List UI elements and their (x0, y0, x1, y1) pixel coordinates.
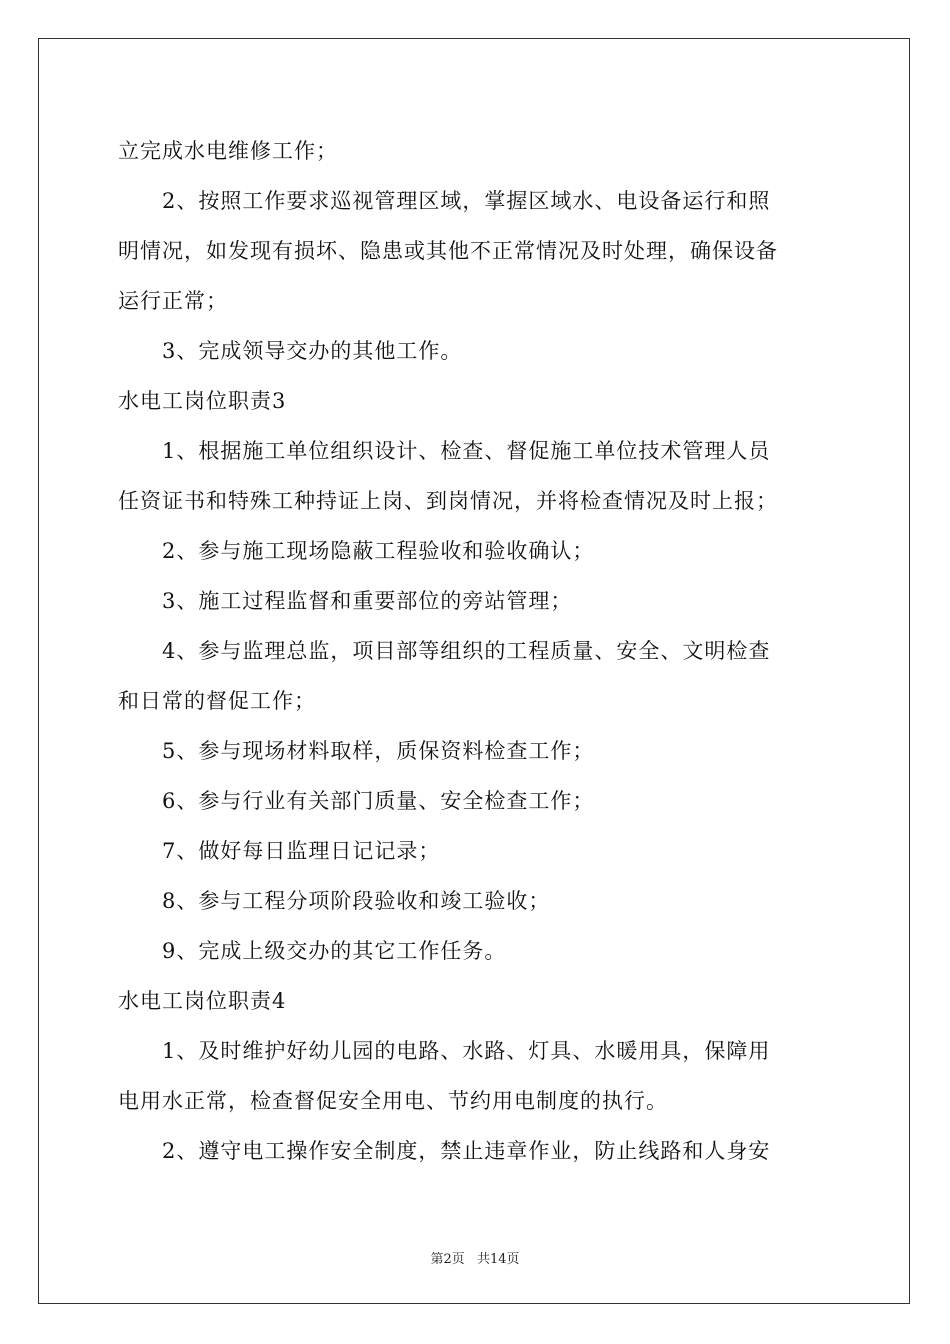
text-line: 8、参与工程分项阶段验收和竣工验收； (162, 889, 551, 913)
text-line: 6、参与行业有关部门质量、安全检查工作； (162, 789, 595, 813)
page-number: 第2页 (430, 1252, 465, 1267)
text-line: 4、参与监理总监，项目部等组织的工程质量、安全、文明检查 (162, 639, 771, 663)
text-line: 1、根据施工单位组织设计、检查、督促施工单位技术管理人员 (162, 439, 771, 463)
text-line: 1、及时维护好幼儿园的电路、水路、灯具、水暖用具，保障用 (162, 1039, 771, 1063)
page-footer (0, 1248, 950, 1267)
text-line: 电用水正常，检查督促安全用电、节约用电制度的执行。 (118, 1089, 668, 1113)
text-line: 水电工岗位职责4 (118, 989, 287, 1013)
document-body (118, 126, 834, 1176)
text-line: 任资证书和特殊工种持证上岗、到岗情况，并将检查情况及时上报； (118, 489, 778, 513)
text-line: 运行正常； (118, 289, 228, 313)
text-line: 水电工岗位职责3 (118, 389, 287, 413)
text-line: 和日常的督促工作； (118, 689, 316, 713)
text-line: 7、做好每日监理日记记录； (162, 839, 441, 863)
text-line: 2、参与施工现场隐蔽工程验收和验收确认； (162, 539, 595, 563)
text-line: 2、按照工作要求巡视管理区域，掌握区域水、电设备运行和照 (162, 189, 771, 213)
text-line: 5、参与现场材料取样，质保资料检查工作； (162, 739, 595, 763)
text-line: 立完成水电维修工作； (118, 139, 338, 163)
text-line: 明情况，如发现有损坏、隐患或其他不正常情况及时处理，确保设备 (118, 239, 778, 263)
text-line: 3、施工过程监督和重要部位的旁站管理； (162, 589, 573, 613)
text-line: 2、遵守电工操作安全制度，禁止违章作业，防止线路和人身安 (162, 1139, 771, 1163)
text-line: 3、完成领导交办的其他工作。 (162, 339, 463, 363)
page-total: 共14页 (476, 1252, 520, 1267)
text-line: 9、完成上级交办的其它工作任务。 (162, 939, 507, 963)
